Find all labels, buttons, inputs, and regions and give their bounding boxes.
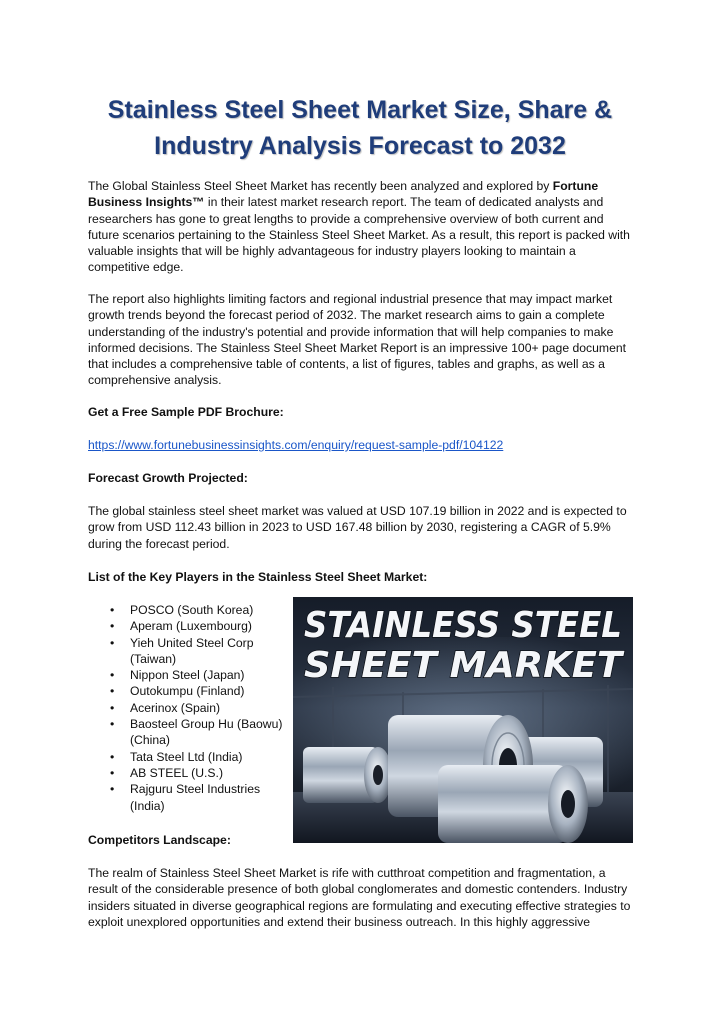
sample-pdf-link[interactable]: https://www.fortunebusinessinsights.com/enquiry/request-sample-pdf/104122 [88, 438, 504, 452]
list-item: • Outokumpu (Finland) [110, 683, 285, 699]
report-paragraph: The report also highlights limiting factors and regional industrial presence that may impact market growth trends beyond the forecast period of 2032. The market research aims to gain a complete understanding of the industry's potential and provide information that will help companies to make informed decisions. The Stainless Steel Sheet Market Report is an impressive 100+ page document that includes a comprehensive table of contents, a list of figures, tables and graphs, as well as a comprehensive analysis. [88, 292, 627, 388]
image-title-line-2: SHEET MARKET [304, 645, 625, 686]
list-item: • Nippon Steel (Japan) [110, 667, 285, 683]
intro-text-start: The Global Stainless Steel Sheet Market has recently been analyzed and explored by [88, 179, 553, 193]
list-item: • POSCO (South Korea) [110, 602, 285, 618]
list-item: • Tata Steel Ltd (India) [110, 749, 285, 765]
title-line-2: Industry Analysis Forecast to 2032 [154, 132, 566, 160]
list-item: • Yieh United Steel Corp (Taiwan) [110, 635, 285, 668]
competitors-heading: Competitors Landscape: [88, 833, 231, 847]
sample-link-line [88, 437, 634, 453]
image-title-line-1: STAINLESS STEEL [304, 605, 622, 646]
list-item: • Rajguru Steel Industries (India) [110, 781, 285, 814]
list-item: • Acerinox (Spain) [110, 700, 285, 716]
players-heading: List of the Key Players in the Stainless Steel Sheet Market: [88, 570, 428, 584]
intro-text-end: in their latest market research report. The team of dedicated analysts and researchers has gone to great lengths to provide a comprehensive overview of both current and future scenarios pertaining to the Stainless Steel Sheet Market. As a result, this report is packed with valuable insights that will be highly advantageous for industry players looking to maintain a competitive edge. [88, 195, 630, 275]
list-item: • Baosteel Group Hu (Baowu) (China) [110, 716, 285, 749]
title-line-1: Stainless Steel Sheet Market Size, Share & [107, 96, 613, 124]
page-title [60, 92, 660, 164]
intro-brand: Fortune Business Insights™ [88, 179, 599, 210]
steel-coils-illustration [293, 597, 633, 843]
key-players-list [110, 602, 285, 814]
forecast-heading: Forecast Growth Projected: [88, 471, 248, 485]
steel-coils-image [293, 597, 633, 843]
forecast-paragraph: The global stainless steel sheet market was valued at USD 107.19 billion in 2022 and is expected to grow from USD 112.43 billion in 2023 to USD 167.48 billion by 2030, registering a CAGR of 5.9% during the forecast period. [88, 504, 627, 551]
competitors-paragraph: The realm of Stainless Steel Sheet Market is rife with cutthroat competition and fragmentation, a result of the considerable presence of both global conglomerates and domestic contenders. Industry insiders situated in diverse geographical regions are formulating and executing effective strategies to exploit unexplored opportunities and extend their business outreach. In this highly aggressive [88, 866, 631, 929]
list-item: • Aperam (Luxembourg) [110, 618, 285, 634]
sample-heading: Get a Free Sample PDF Brochure: [88, 405, 284, 419]
list-item: • AB STEEL (U.S.) [110, 765, 285, 781]
intro-paragraph [88, 178, 634, 276]
